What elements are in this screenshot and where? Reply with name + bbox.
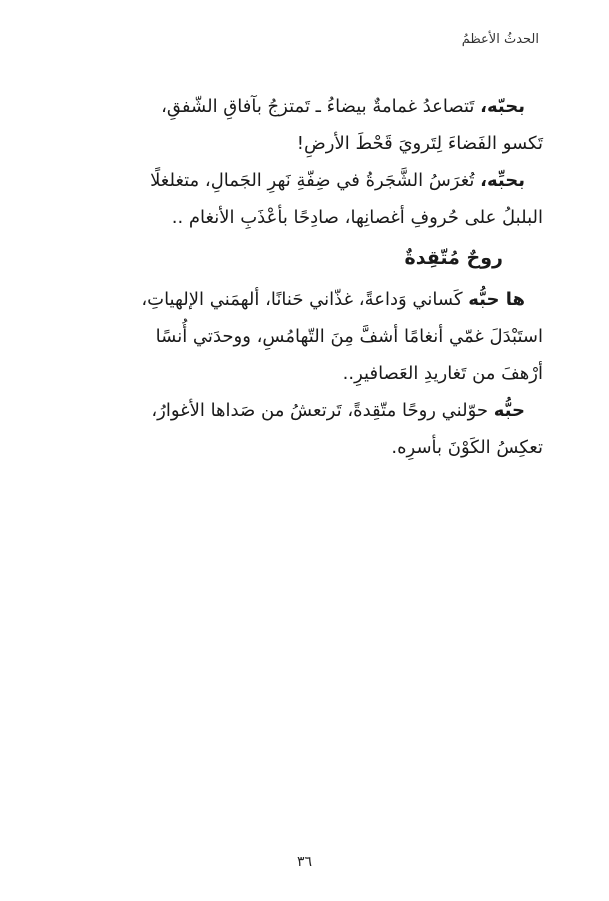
paragraph-2-line-2: البلبلُ على حُروفِ أغصانِها، صادِحًا بأعْذَبِ الأنغام ..: [171, 207, 543, 228]
paragraph-1: [63, 88, 543, 162]
paragraph-2-line-1: [63, 162, 543, 199]
page-number: ٣٦: [296, 854, 313, 870]
paragraph-1-line-1-text: تَتصاعدُ غمامةٌ بيضاءُ ـ تَمتزجُ بآفاقِ الشّفقِ،: [161, 96, 481, 117]
paragraph-3-line-1-text: كَساني وَداعةً، غذّاني حَنانًا، ألهمَني الإلهياتِ،: [141, 289, 469, 310]
paragraph-2: [63, 162, 543, 236]
paragraph-4-lead: حبُّه: [493, 400, 525, 421]
paragraph-3-lead: ها حبُّه: [468, 289, 525, 310]
paragraph-3-line-1: [63, 281, 543, 318]
paragraph-1-lead: بحبّه،: [480, 96, 525, 117]
paragraph-1-line-2: تَكسو الفَضاءَ لِتَرويَ قَحْطَ الأرضِ!: [296, 133, 543, 154]
section-heading: روحٌ مُتّقِدةٌ: [404, 247, 503, 269]
paragraph-4-line-1-text: حوّلني روحًا متّقِدةً، تَرتعشُ من صَداها الأغوارُ،: [151, 400, 494, 421]
paragraph-4-line-2: تعكِسُ الكَوْنَ بأسرِه.: [391, 437, 543, 458]
paragraph-3: [63, 281, 543, 392]
paragraph-3-line-2: استَبْدَلَ غمّي أنغامًا أشفَّ مِنَ التّهامُسِ، ووحدَتي أُنسًا: [155, 326, 543, 347]
paragraph-3-line-3: أرْهفَ من تَغاريدِ العَصافيرِ..: [342, 363, 543, 384]
body-text: [63, 88, 543, 466]
paragraph-4: [63, 392, 543, 466]
paragraph-1-line-1: [63, 88, 543, 125]
running-header: الحدثُ الأعظمُ: [461, 32, 539, 47]
paragraph-2-line-1-text: تُغرَسُ الشَّجَرةُ في ضِفّةِ نَهرِ الجَمالِ، متغلغلًا: [150, 170, 481, 191]
paragraph-4-line-1: [63, 392, 543, 429]
paragraph-2-lead: بحبِّه،: [480, 170, 525, 191]
